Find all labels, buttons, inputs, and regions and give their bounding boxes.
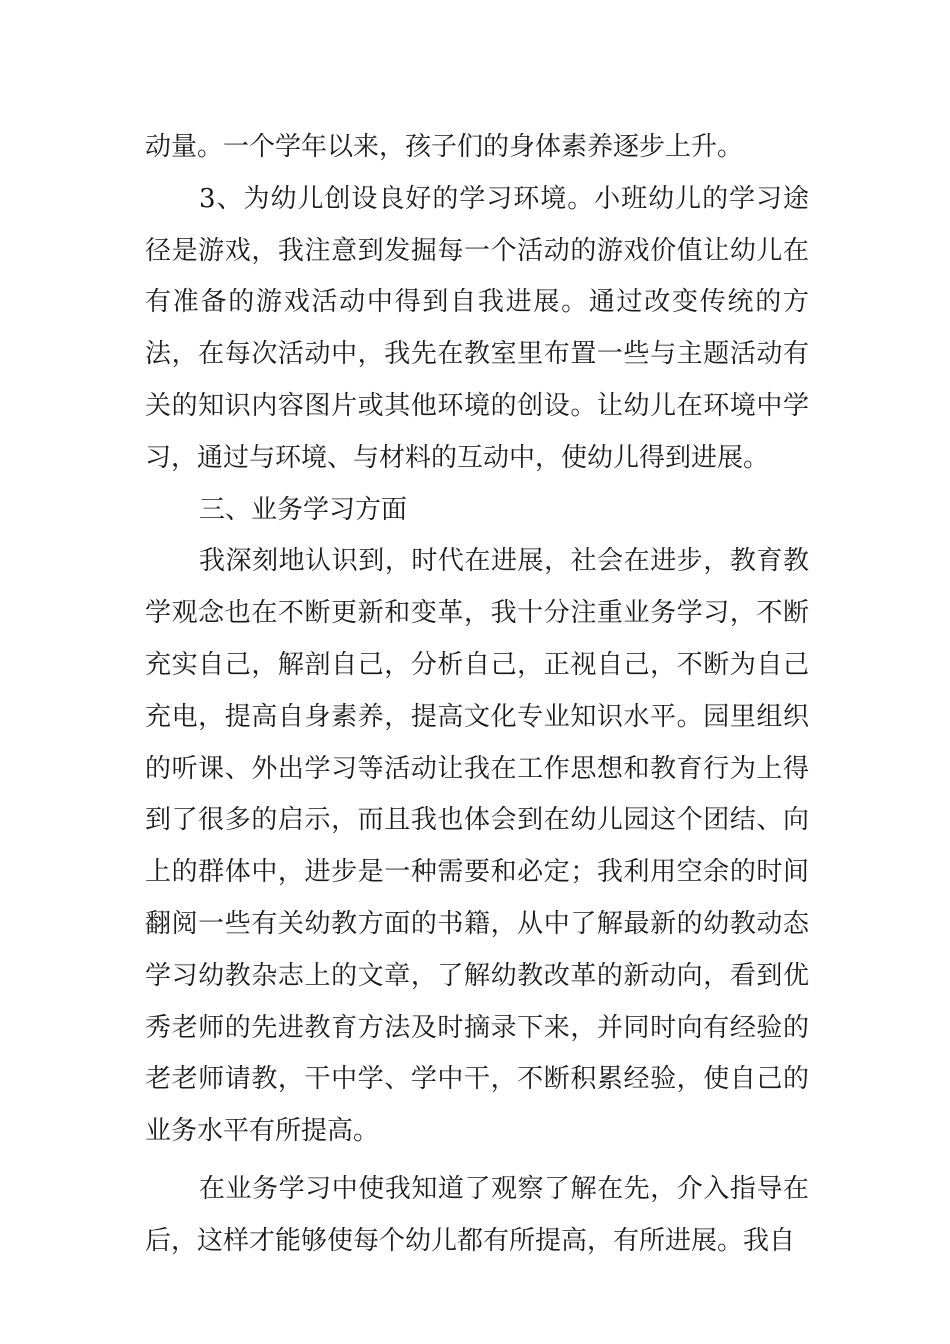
paragraph-2: 3、为幼儿创设良好的学习环境。小班幼儿的学习途径是游戏，我注意到发掘每一个活动的游戏价值让幼儿在有准备的游戏活动中得到自我进展。通过改变传统的方法，在每次活动中，我先在教室里布置一些与主题活动有关的知识内容图片或其他环境的创设。让幼儿在环境中学习，通过与环境、与材料的互动中，使幼儿得到进展。	[145, 183, 809, 473]
section-heading: 三、业务学习方面	[199, 494, 408, 525]
paragraph-3: 我深刻地认识到，时代在进展，社会在进步，教育教学观念也在不断更新和变革，我十分注重业务学习，不断充实自己，解剖自己，分析自己，正视自己，不断为自己充电，提高自身素养，提高文化专业知识水平。园里组织的听课、外出学习等活动让我在工作思想和教育行为上得到了很多的启示，而且我也体会到在幼儿园这个团结、向上的群体中，进步是一种需要和必定；我利用空余的时间翻阅一些有关幼教方面的书籍，从中了解最新的幼教动态学习幼教杂志上的文章，了解幼教改革的新动向，看到优秀老师的先进教育方法及时摘录下来，并同时向有经验的老老师请教，干中学、学中干，不断积累经验，使自己的业务水平有所提高。	[145, 546, 809, 1147]
paragraph-1: 动量。一个学年以来，孩子们的身体素养逐步上升。	[145, 132, 744, 162]
paragraph-4: 在业务学习中使我知道了观察了解在先，介入指导在后，这样才能够使每个幼儿都有所提高，有所进展。我自	[145, 1173, 809, 1256]
document-page	[145, 122, 809, 1268]
